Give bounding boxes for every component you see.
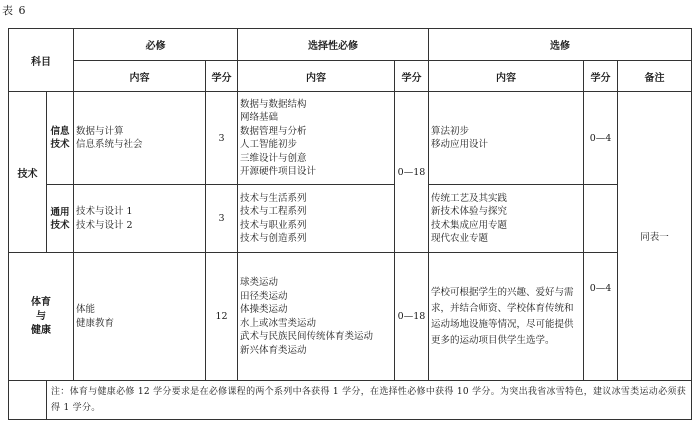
header-required-credits: 学分 bbox=[206, 61, 238, 92]
header-subject: 科目 bbox=[9, 29, 74, 92]
info-tech-elective-content: 算法初步 移动应用设计 bbox=[429, 92, 584, 185]
pe-elective-content: 学校可根据学生的兴趣、爱好与需求，并结合师资、学校体育传统和运动场地设施等情况，尽可能提供更多的运动项目供学生选学。 bbox=[429, 253, 584, 381]
header-required-content: 内容 bbox=[74, 61, 206, 92]
header-elective-required: 选择性必修 bbox=[238, 29, 429, 61]
table-note: 注：体育与健康必修 12 学分要求是在必修课程的两个系列中各获得 1 学分，在选择性必修中获得 10 学分。为突出我省冰雪特色，建议冰雪类运动必须获得 1 学分。 bbox=[47, 381, 692, 420]
general-tech-elective-credits-empty bbox=[584, 185, 618, 253]
header-elective-required-credits: 学分 bbox=[395, 61, 429, 92]
remark-cell: 同表一 bbox=[618, 92, 692, 381]
pe-elective-credits: 0—4 bbox=[584, 253, 618, 381]
tech-elective-required-credits: 0—18 bbox=[395, 92, 429, 253]
info-tech-label: 信息 技术 bbox=[47, 92, 74, 185]
section-pe-label: 体育 与 健康 bbox=[9, 253, 74, 381]
info-tech-required-content: 数据与计算 信息系统与社会 bbox=[74, 92, 206, 185]
note-spacer bbox=[9, 381, 47, 420]
info-tech-elective-required-content: 数据与数据结构 网络基础 数据管理与分析 人工智能初步 三维设计与创意 开源硬件项目设计 bbox=[238, 92, 395, 185]
table-caption: 表 6 bbox=[2, 4, 27, 17]
info-tech-elective-credits: 0—4 bbox=[584, 92, 618, 185]
general-tech-elective-content: 传统工艺及其实践 新技术体验与探究 技术集成应用专题 现代农业专题 bbox=[429, 185, 584, 253]
header-required: 必修 bbox=[74, 29, 238, 61]
pe-required-content: 体能 健康教育 bbox=[74, 253, 206, 381]
info-tech-required-credits: 3 bbox=[206, 92, 238, 185]
header-elective-credits: 学分 bbox=[584, 61, 618, 92]
header-elective-required-content: 内容 bbox=[238, 61, 395, 92]
section-tech-label: 技术 bbox=[9, 92, 47, 253]
curriculum-table bbox=[8, 28, 692, 420]
general-tech-required-content: 技术与设计 1 技术与设计 2 bbox=[74, 185, 206, 253]
header-remarks: 备注 bbox=[618, 61, 692, 92]
general-tech-elective-required-content: 技术与生活系列 技术与工程系列 技术与职业系列 技术与创造系列 bbox=[238, 185, 395, 253]
general-tech-required-credits: 3 bbox=[206, 185, 238, 253]
header-elective-content: 内容 bbox=[429, 61, 584, 92]
pe-elective-required-content: 球类运动 田径类运动 体操类运动 水上或冰雪类运动 武术与民族民间传统体育类运动 新兴体育类运动 bbox=[238, 253, 395, 381]
header-elective: 选修 bbox=[429, 29, 692, 61]
general-tech-label: 通用 技术 bbox=[47, 185, 74, 253]
pe-elective-required-credits: 0—18 bbox=[395, 253, 429, 381]
pe-required-credits: 12 bbox=[206, 253, 238, 381]
